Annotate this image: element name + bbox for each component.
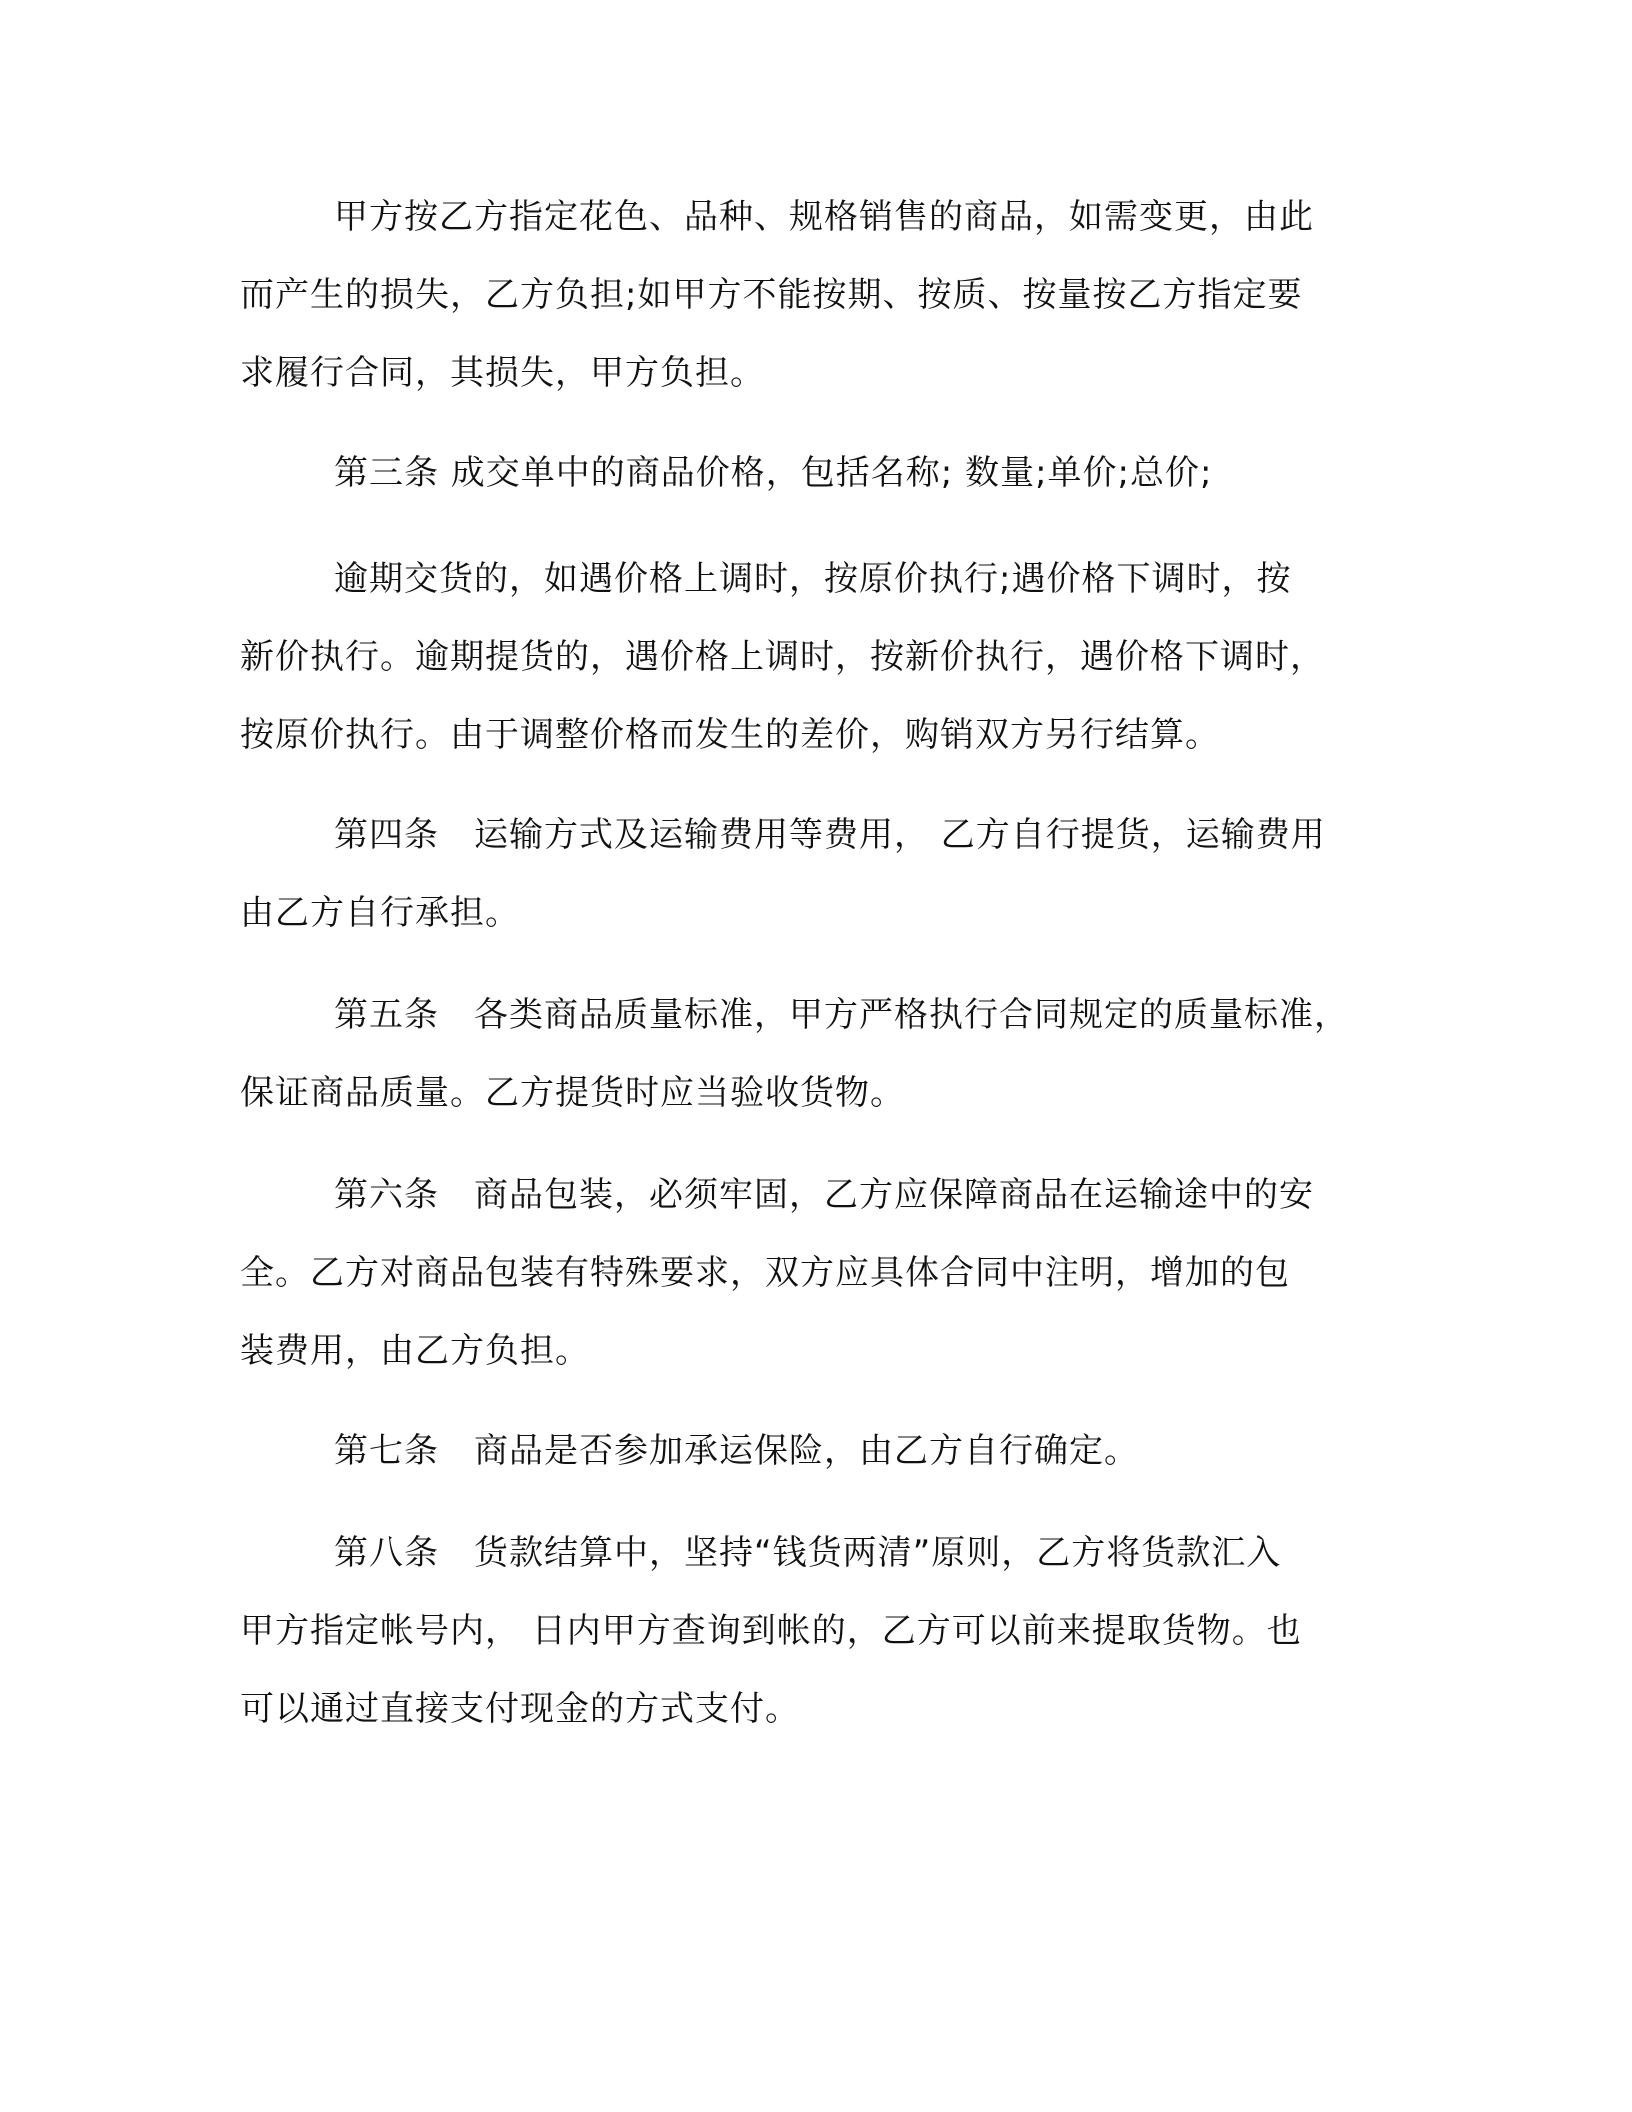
paragraph-article-3	[240, 434, 1400, 512]
text-line: 逾期交货的，如遇价格上调时，按原价执行;遇价格下调时，按	[334, 559, 1292, 599]
text-line: 按原价执行。由于调整价格而发生的差价，购销双方另行结算。	[240, 715, 1220, 755]
text-line: 新价执行。逾期提货的，遇价格上调时，按新价执行，遇价格下调时，	[240, 637, 1325, 677]
paragraph-article-5	[240, 976, 1400, 1132]
paragraph-price-adjustment	[240, 540, 1400, 774]
paragraph-article-7	[240, 1412, 1400, 1490]
text-line: 第五条 各类商品质量标准，甲方严格执行合同规定的质量标准，	[334, 995, 1349, 1035]
text-line: 第三条 成交单中的商品价格，包括名称; 数量;单价;总价;	[334, 453, 1213, 493]
text-line: 甲方指定帐号内， 日内甲方查询到帐的，乙方可以前来提取货物。也	[240, 1611, 1302, 1651]
text-line: 装费用，由乙方负担。	[240, 1331, 590, 1371]
text-line: 保证商品质量。乙方提货时应当验收货物。	[240, 1073, 905, 1113]
paragraph-article-4	[240, 796, 1400, 952]
paragraph-article-8	[240, 1514, 1400, 1748]
text-line: 第八条 货款结算中，坚持“钱货两清”原则，乙方将货款汇入	[334, 1533, 1282, 1573]
text-line: 而产生的损失，乙方负担;如甲方不能按期、按质、按量按乙方指定要	[240, 275, 1303, 315]
text-line: 甲方按乙方指定花色、品种、规格销售的商品，如需变更，由此	[334, 197, 1314, 237]
text-line: 第四条 运输方式及运输费用等费用， 乙方自行提货，运输费用	[334, 815, 1326, 855]
paragraph-goods-specification	[240, 178, 1400, 412]
paragraph-article-6	[240, 1156, 1400, 1390]
text-line: 第六条 商品包装，必须牢固，乙方应保障商品在运输途中的安	[334, 1175, 1314, 1215]
text-line: 可以通过直接支付现金的方式支付。	[240, 1689, 800, 1729]
text-line: 第七条 商品是否参加承运保险，由乙方自行确定。	[334, 1431, 1139, 1471]
text-line: 全。乙方对商品包装有特殊要求，双方应具体合同中注明，增加的包	[240, 1253, 1290, 1293]
text-line: 由乙方自行承担。	[240, 893, 520, 933]
text-line: 求履行合同，其损失，甲方负担。	[240, 353, 765, 393]
